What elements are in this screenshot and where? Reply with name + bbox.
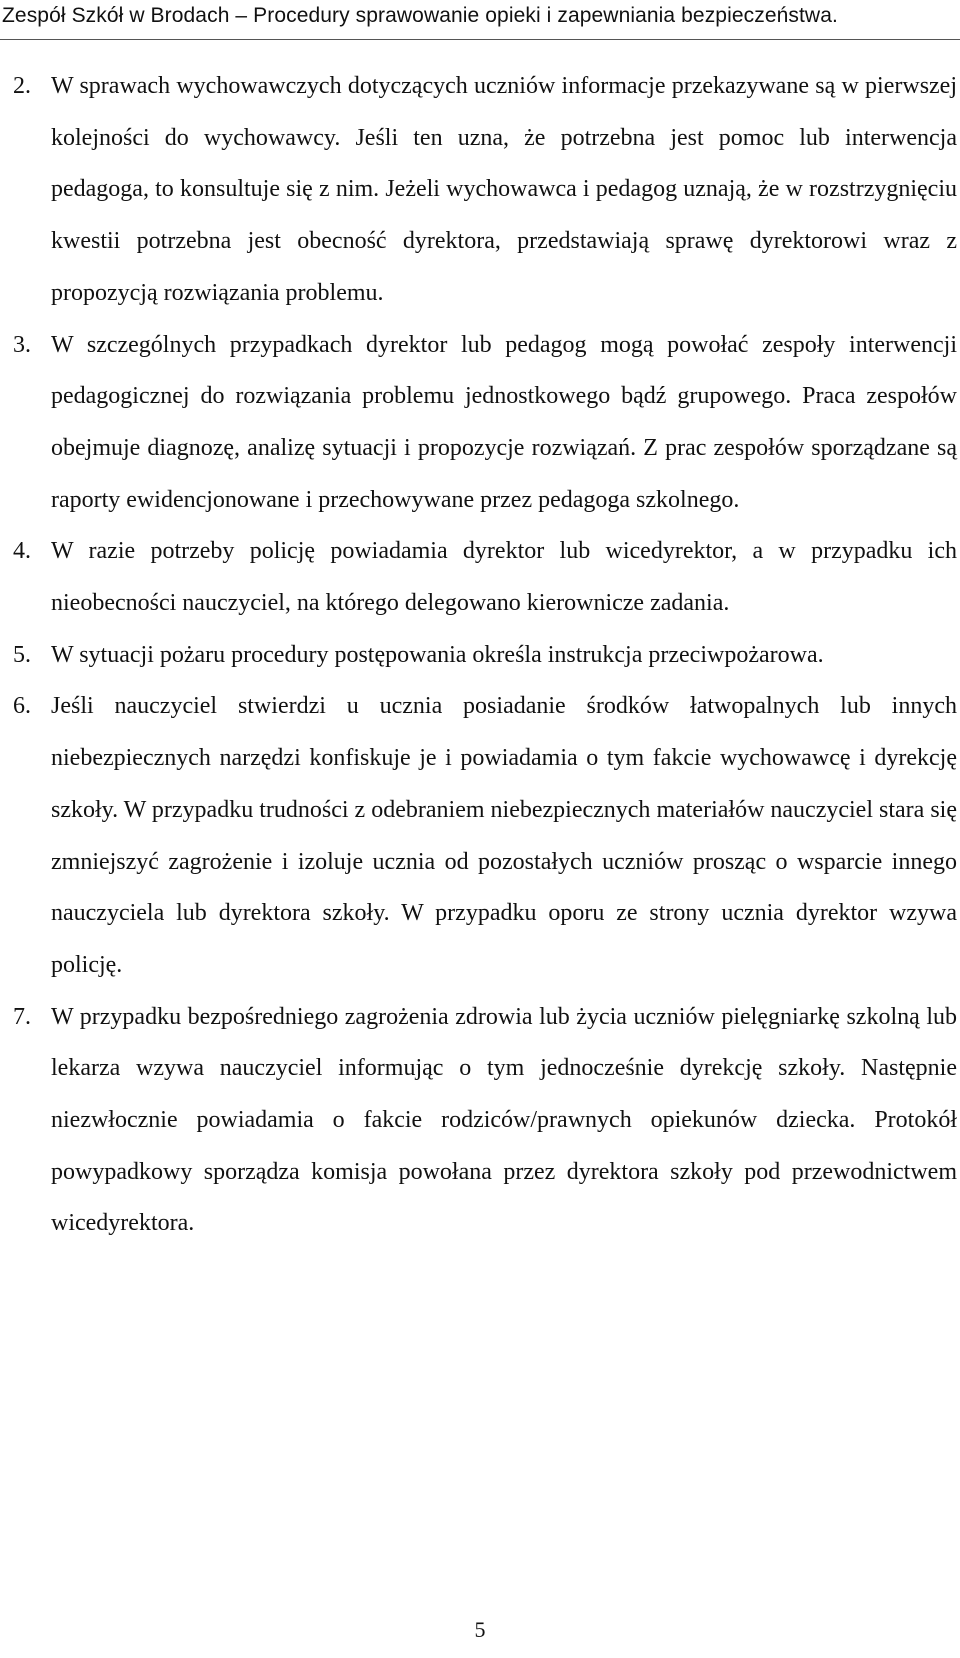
list-item-number: 7. bbox=[13, 1003, 31, 1030]
header-divider bbox=[0, 39, 960, 40]
list-item bbox=[0, 61, 960, 320]
list-item-text: Jeśli nauczyciel stwierdzi u ucznia posiadanie środków łatwopalnych lub innych niebezpiecznych narzędzi konfiskuje je i powiadamia o tym fakcie wychowawcę i dyrekcję szkoły. W przypadku trudności z odebraniem niebezpiecznych materiałów nauczyciel stara się zmniejszyć zagrożenie i izoluje ucznia od pozostałych uczniów prosząc o wsparcie innego nauczyciela lub dyrektora szkoły. W przypadku oporu ze strony ucznia dyrektor wzywa policję. bbox=[51, 693, 957, 978]
list-item-text: W szczególnych przypadkach dyrektor lub pedagog mogą powołać zespoły interwencji pedagogicznej do rozwiązania problemu jednostkowego bądź grupowego. Praca zespołów obejmuje diagnozę, analizę sytuacji i propozycje rozwiązań. Z prac zespołów sporządzane są raporty ewidencjonowane i przechowywane przez pedagoga szkolnego. bbox=[51, 331, 957, 513]
list-item bbox=[0, 630, 960, 682]
header-title: Zespół Szkół w Brodach – Procedury sprawowanie opieki i zapewniania bezpieczeństwa. bbox=[2, 4, 838, 27]
list-item bbox=[0, 526, 960, 629]
list-item-text: W sytuacji pożaru procedury postępowania określa instrukcja przeciwpożarowa. bbox=[51, 641, 824, 668]
list-item-text: W razie potrzeby policję powiadamia dyrektor lub wicedyrektor, a w przypadku ich nieobecności nauczyciel, na którego delegowano kierownicze zadania. bbox=[51, 538, 957, 617]
list-item-number: 4. bbox=[13, 538, 31, 565]
list-item-text: W sprawach wychowawczych dotyczących uczniów informacje przekazywane są w pierwszej kolejności do wychowawcy. Jeśli ten uzna, że potrzebna jest pomoc lub interwencja pedagoga, to konsultuje się z nim. Jeżeli wychowawca i pedagog uznają, że w rozstrzygnięciu kwestii potrzebna jest obecność dyrektora, przedstawiają sprawę dyrektorowi wraz z propozycją rozwiązania problemu. bbox=[51, 73, 957, 306]
document-body bbox=[0, 61, 960, 1250]
list-item-number: 2. bbox=[13, 73, 31, 99]
list-item bbox=[0, 681, 960, 991]
list-item-number: 5. bbox=[13, 641, 31, 668]
list-item bbox=[0, 992, 960, 1251]
list-item-number: 6. bbox=[13, 693, 31, 720]
list-item-number: 3. bbox=[13, 331, 31, 358]
list-item-text: W przypadku bezpośredniego zagrożenia zdrowia lub życia uczniów pielęgniarkę szkolną lub lekarza wzywa nauczyciel informując o tym jednocześnie dyrekcję szkoły. Następnie niezwłocznie powiadamia o fakcie rodziców/prawnych opiekunów dziecka. Protokół powypadkowy sporządza komisja powołana przez dyrektora szkoły pod przewodnictwem wicedyrektora. bbox=[51, 1003, 957, 1237]
list-item bbox=[0, 320, 960, 527]
page-number: 5 bbox=[474, 1617, 486, 1642]
